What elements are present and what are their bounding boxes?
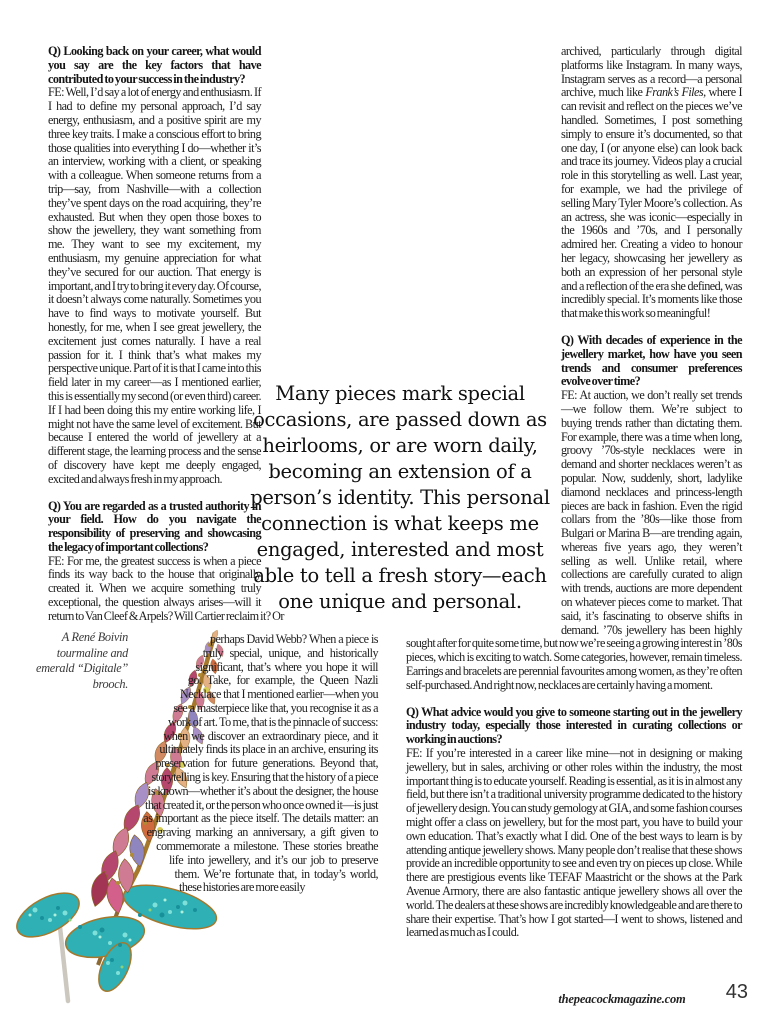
question-4: Q) What advice would you give to someone starting out in the jewellery industry today, especially those interested in curating collections or working in auctions?: [406, 704, 742, 747]
answer-2-middle: perhaps David Webb? When a piece is truly special, unique, and historically significant, that’s where you hope it will go. Take, for example, the Queen Nazli Necklace that I mentioned earlier—when you see a masterpiece like that, you recognise it as a work of art. To me, that is the pinnacle of success: when we discover an extraordinary piece, and it ultimately finds its place in an archive, ensuring its preservation for future generations. Beyond that, storytelling is key. Ensuring that the history of a piece is known—whether it’s about the designer, the house that created it, or the person who once owned it—is just as important as the piece itself. The details matter: an engraving marking an anniversary, a gift given to commemorate a milestone. These stories breathe life into jewellery, and it’s our job to preserve them. We’re fortunate that, in today’s world, these histories are more easily: [143, 632, 378, 895]
middle-column: [140, 633, 378, 1005]
pull-quote: Many pieces mark special occasions, are passed down as heirlooms, or are worn daily, becoming an extension of a person’s identity. This personal connection is what keeps me engaged, interested and most able to tell a fresh story—each one unique and personal.: [250, 382, 550, 613]
answer-4: FE: If you’re interested in a career like mine—not in designing or making jewellery, but in sales, archiving or other roles within the industry, the most important thing is to educate yourself. Reading is essential, as it is in almost any field, but there isn’t a traditional university programme dedicated to the history of jewellery design. You can study gemology at GIA, and some fashion courses might offer a class on jewellery, but for the most part, you have to build your own education. That’s exactly what I did. One of the best ways to learn is by attending antique jewellery shows. Many people don’t realise that these shows provide an incredible opportunity to see and even try on pieces up close. While there are prestigious events like TEFAF Maastricht or the shows at the Park Avenue Armory, there are also fantastic antique jewellery shows all over the world. The dealers at these shows are incredibly knowledgeable and are there to share their expertise. That’s how I got started—I went to shows, listened and learned as much as I could.: [406, 746, 742, 940]
pull-quote-spacer-right: [406, 363, 561, 629]
image-caption: A René Boivin tourmaline and emerald “Digitale” brooch.: [36, 630, 128, 691]
answer-2-right-post: , where I can revisit and reflect on the pieces we’ve handled. Sometimes, I post something simply to ensure it’s documented, so that one day, I (or anyone else) can look back and trace its journey. Videos play a crucial role in this storytelling as well. Last year, for example, we had the privilege of selling Mary Tyler Moore’s collection. As an actress, she was iconic—especially in the 1960s and ’70s, and I personally admired her. Creating a video to honour her legacy, showcasing her jewellery as both an expression of her personal style and a reflection of the era she defined, was incredibly special. It’s moments like those that make this work so meaningful!: [561, 85, 743, 321]
question-2: Q) You are regarded as a trusted authority in your field. How do you navigate the responsibility of preserving and showcasing the legacy of important collections?: [48, 498, 261, 554]
question-3: Q) With decades of experience in the jewellery market, how have you seen trends and consumer preferences evolve over time?: [561, 332, 742, 389]
footer-url: thepeacockmagazine.com: [558, 992, 686, 1006]
answer-2-start: FE: For me, the greatest success is when a piece finds its way back to the house that originally created it. When we acquire something truly exceptional, the question always arises—will it return to Van Cleef & Arpels? Will Cartier reclaim it? Or: [48, 553, 284, 623]
franks-files-italic: Frank’s Files: [645, 85, 704, 100]
answer-2-right-pre: archived, particularly through digital platforms like Instagram. In many ways, Instagram serves as a record—a personal archive, much like: [561, 44, 742, 100]
page-number: 43: [725, 981, 748, 1003]
right-column: [406, 45, 742, 995]
answer-2-right: [406, 45, 742, 321]
question-1: Q) Looking back on your career, what would you say are the key factors that have contributed to your success in the industry?: [48, 44, 261, 86]
answer-3: FE: At auction, we don’t really set trends—we follow them. We’re subject to buying trends rather than dictating them. For example, there was a time when long, groovy ’70s-style necklaces were in demand and shorter necklaces weren’t as popular. Now, suddenly, short, ladylike diamond necklaces and princess-length pieces are back in fashion. Even the rigid collars from the ’80s—like those from Bulgari or Marina B—are trending again, whereas five years ago, they weren’t selling as well. Unlike retail, where collections are carefully curated to align with trends, auctions are more dependent on whatever pieces come to market. That said, it’s fascinating to observe shifts in demand. ’70s jewellery has been highly sought after for quite some time, but now we’re seeing a growing interest in ’80s pieces, which is exciting to watch. Some categories, however, remain timeless. Earrings and bracelets are perennial favourites among women, as they’re often self-purchased. And right now, necklaces are certainly having a moment.: [406, 388, 742, 692]
answer-1: FE: Well, I’d say a lot of energy and enthusiasm. If I had to define my personal approach, I’d say energy, enthusiasm, and a positive spirit are my three key traits. I make a conscious effort to bring those qualities into everything I do—whether it’s an interview, working with a client, or speaking with a colleague. When someone returns from a trip—say, from Nashville—with a collection they’ve spent days on the road acquiring, they’re exhausted. But when they open those boxes to show the jewellery, they want something from me. They want to see my excitement, my enthusiasm, my genuine appreciation for what they’ve secured for our auction. That energy is important, and I try to bring it every day. Of course, it doesn’t always come naturally. Sometimes you have to find ways to motivate yourself. But honestly, for me, when I see great jewellery, the excitement just comes naturally. I have a real passion for it. I think that’s what makes my perspective unique. Part of it is that I came into this field later in my career—as I mentioned earlier, this is essentially my second (or even third) career. If I had been doing this my entire working life, I might not have the same level of excitement. But because I entered the world of jewellery at a different stage, the learning process and the sense of discovery have kept me deeply engaged, excited and always fresh in my approach.: [48, 85, 262, 486]
